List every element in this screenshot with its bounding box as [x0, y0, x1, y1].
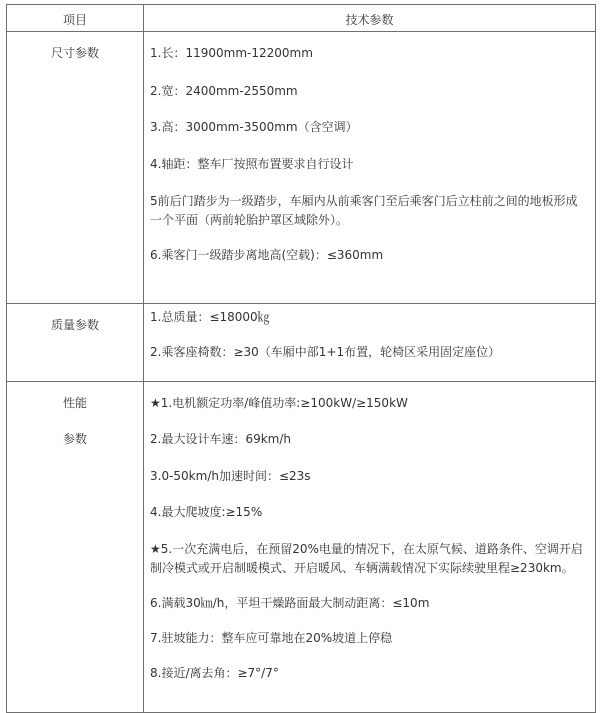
- params-cell: [144, 382, 596, 713]
- category-label: 参数: [62, 432, 87, 446]
- param-line: 4.最大爬坡度:≥15%: [150, 505, 263, 519]
- params-cell: [144, 32, 596, 304]
- category-label: 尺寸参数: [50, 46, 99, 60]
- table-row: [7, 32, 596, 304]
- param-line: 3.0-50km/h加速时间：≤23s: [150, 469, 311, 483]
- param-line: 2.宽：2400mm-2550mm: [150, 84, 298, 98]
- params-cell: [144, 304, 596, 382]
- param-line: 5前后门踏步为一级踏步，车厢内从前乘客门至后乘客门后立柱前之间的地板形成一个平面（两前轮胎护罩区域除外）。: [150, 194, 578, 227]
- header-params: 技术参数: [144, 5, 596, 32]
- param-line: 6.满载30㎞/h，平坦干燥路面最大制动距离：≤10m: [150, 596, 430, 610]
- category-label: 性能: [62, 396, 87, 410]
- param-line: ★5.一次充满电后，在预留20%电量的情况下，在太原气候、道路条件、空调开启制冷模式或开启制暖模式、开启暖风、车辆满载情况下实际续驶里程≥230km。: [150, 542, 583, 575]
- param-line: 8.接近/离去角：≥7°/7°: [150, 666, 279, 680]
- header-item: 项目: [7, 5, 144, 32]
- table-row: [7, 382, 596, 713]
- spec-table: [6, 4, 596, 713]
- param-line: 2.最大设计车速：69km/h: [150, 432, 292, 446]
- param-line: 3.高：3000mm-3500mm（含空调）: [150, 120, 358, 134]
- param-line: 1.长：11900mm-12200mm: [150, 46, 313, 60]
- param-line: 4.轴距：整车厂按照布置要求自行设计: [150, 157, 354, 171]
- category-cell: [7, 304, 144, 382]
- category-cell: [7, 382, 144, 713]
- table-row: [7, 304, 596, 382]
- param-line: 2.乘客座椅数：≥30（车厢中部1+1布置，轮椅区采用固定座位）: [150, 345, 501, 359]
- param-line: 7.驻坡能力：整车应可靠地在20%坡道上停稳: [150, 631, 393, 645]
- header-row: [7, 5, 596, 32]
- category-cell: [7, 32, 144, 304]
- param-line: 1.总质量：≤18000㎏: [150, 310, 270, 324]
- category-label: 质量参数: [50, 318, 99, 332]
- param-line: ★1.电机额定功率/峰值功率:≥100kW/≥150kW: [150, 396, 408, 410]
- param-line: 6.乘客门一级踏步离地高(空载)：≤360mm: [150, 248, 384, 262]
